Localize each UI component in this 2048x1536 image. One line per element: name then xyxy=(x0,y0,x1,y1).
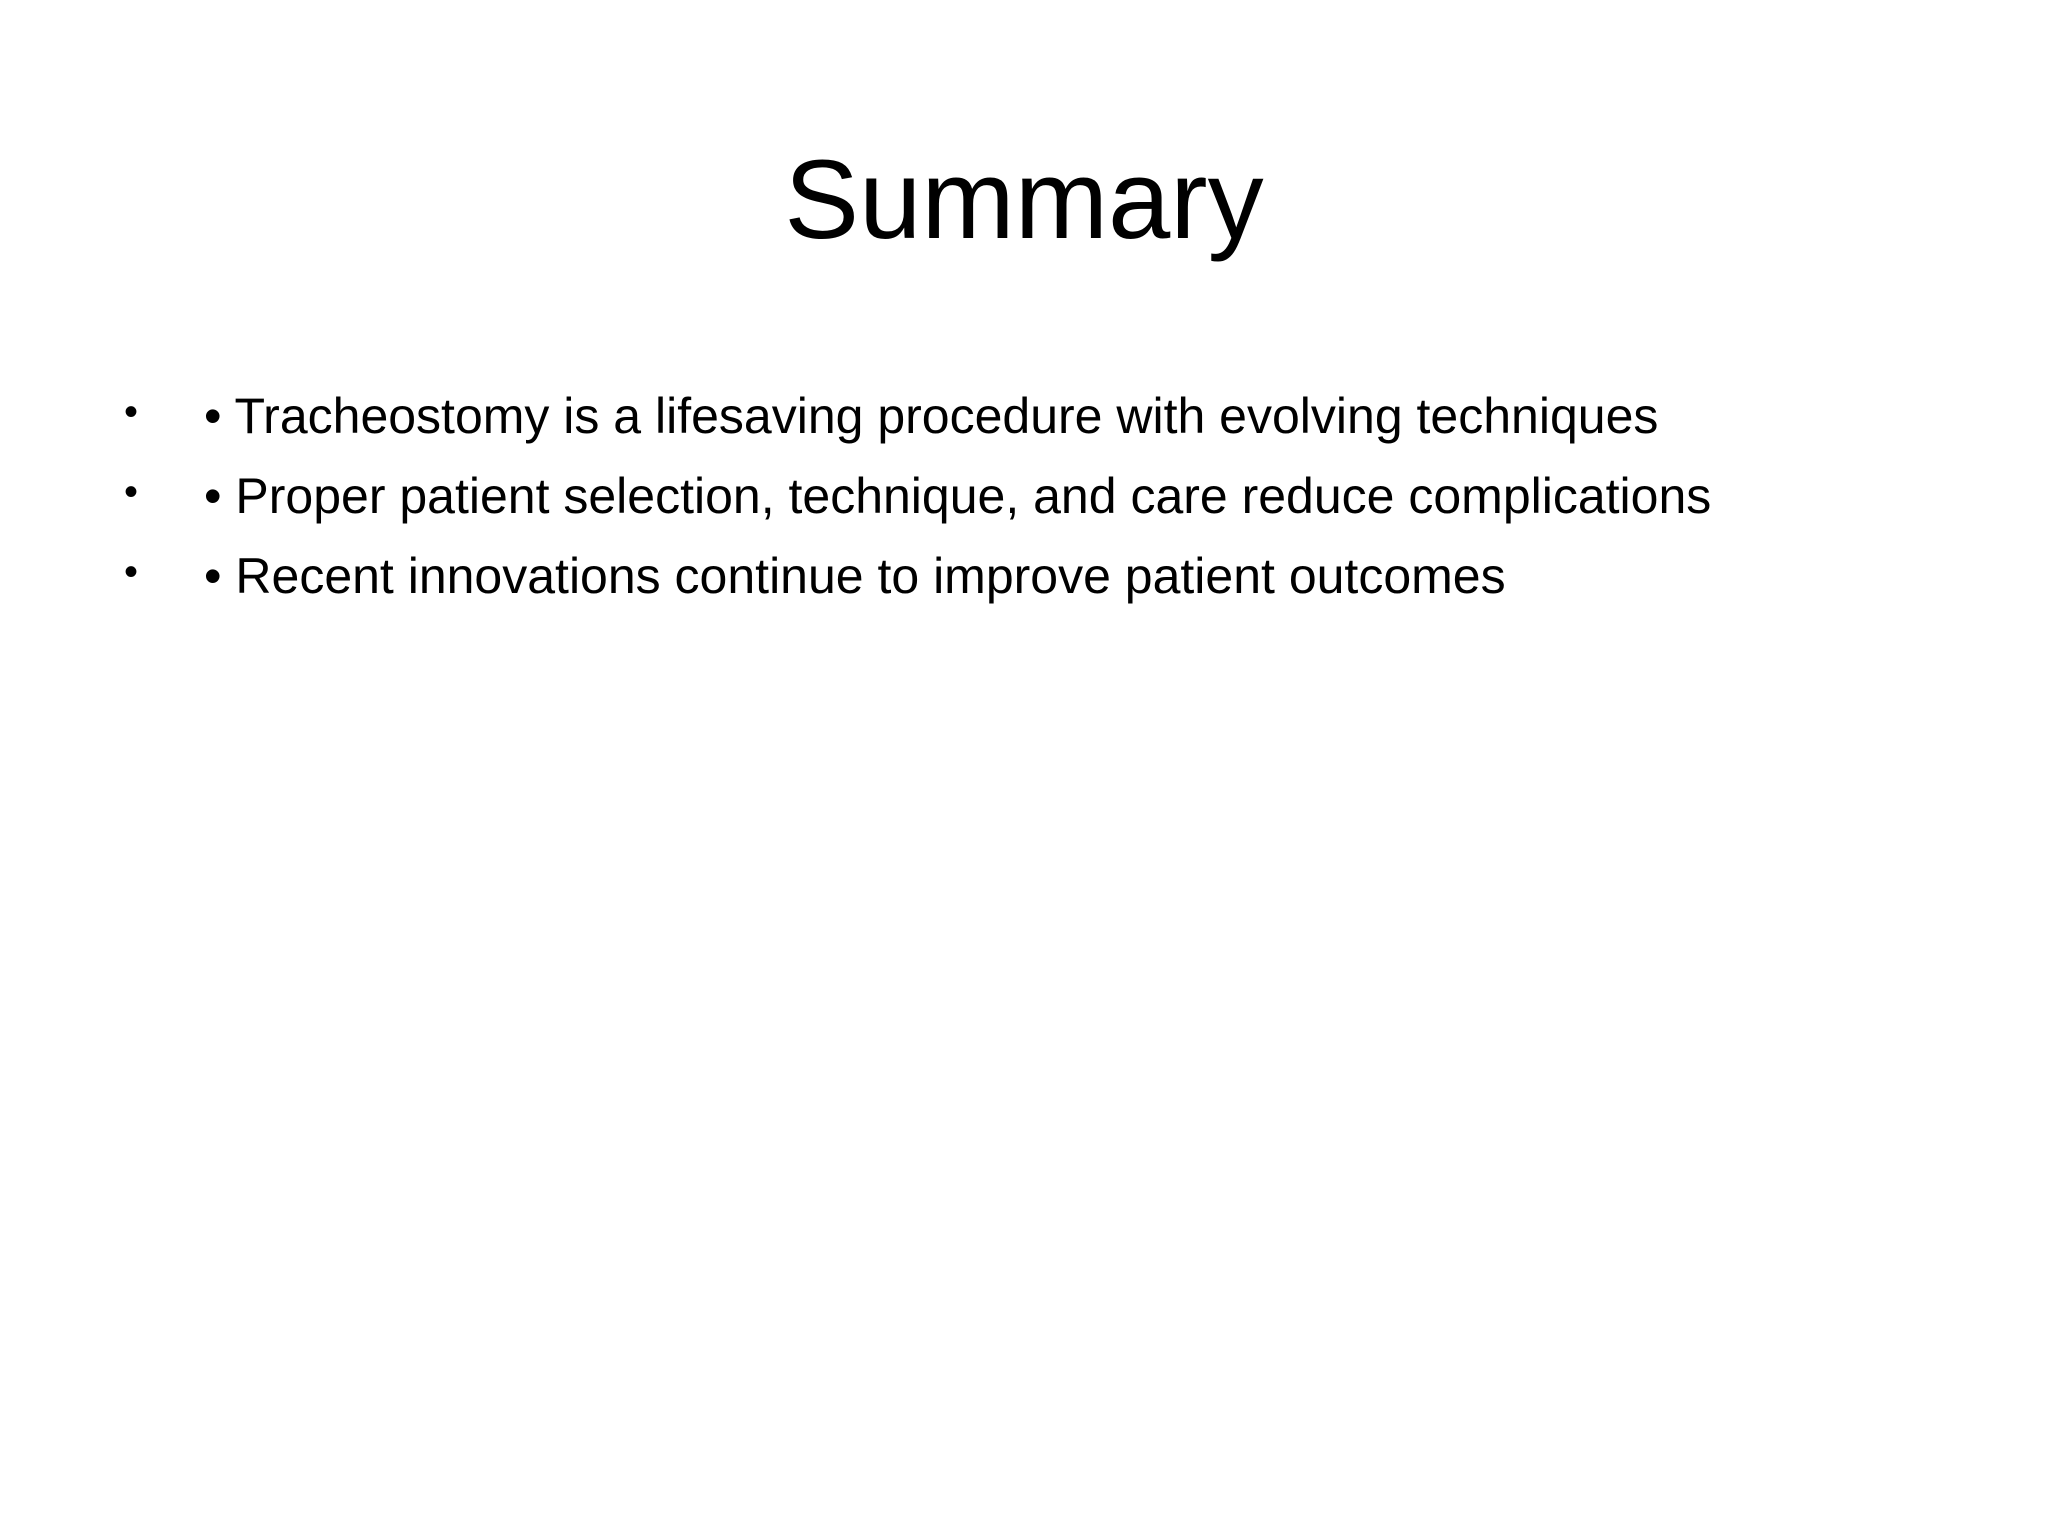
bullet-item xyxy=(120,376,1960,456)
bullet-icon: • xyxy=(124,470,139,514)
bullet-text: • Tracheostomy is a lifesaving procedure with evolving techniques xyxy=(204,388,1659,444)
bullet-item xyxy=(120,536,1960,616)
bullet-icon: • xyxy=(124,390,139,434)
bullet-list xyxy=(120,376,1960,616)
slide-title: Summary xyxy=(784,137,1264,262)
bullet-icon: • xyxy=(124,550,139,594)
bullet-text: • Recent innovations continue to improve patient outcomes xyxy=(204,548,1506,604)
bullet-item xyxy=(120,456,1960,536)
bullet-text: • Proper patient selection, technique, and care reduce complications xyxy=(204,468,1712,524)
